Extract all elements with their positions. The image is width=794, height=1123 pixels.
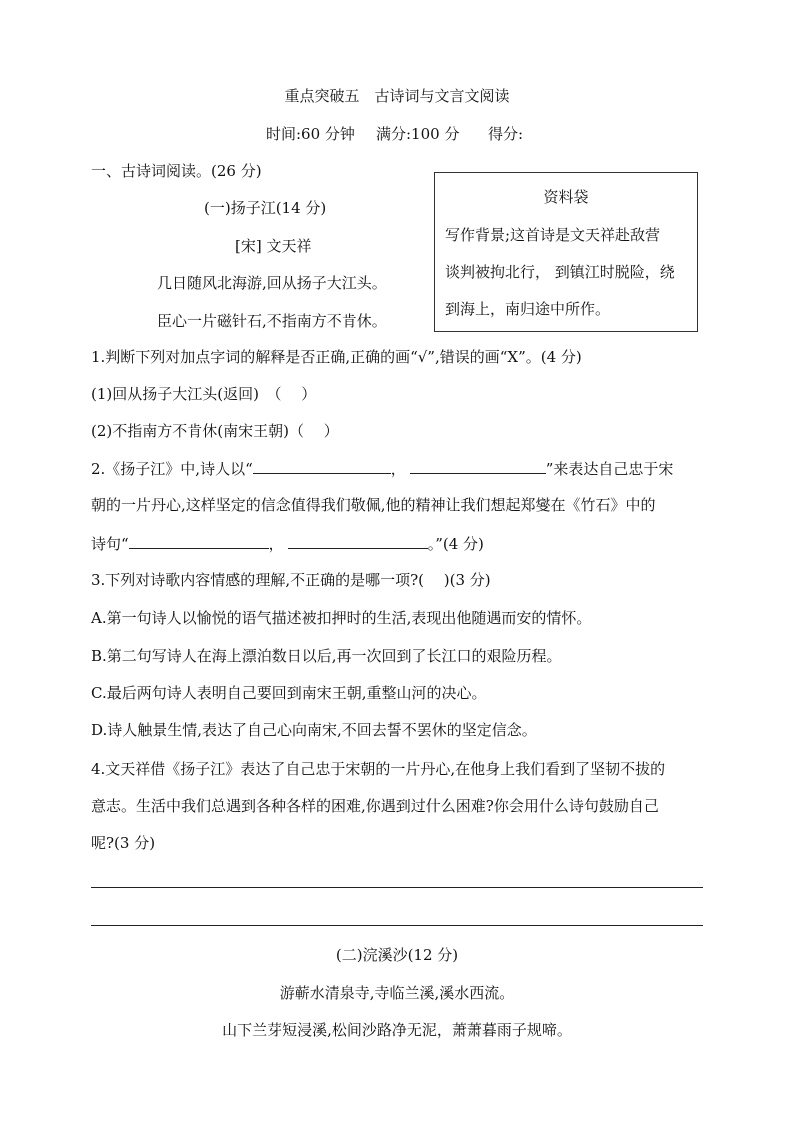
q1-item2: (2)不指南方不肯休(南宋王朝)（ ） bbox=[91, 422, 339, 440]
info-box-line2: 谈判被拘北行， 到镇江时脱险，绕 bbox=[445, 263, 675, 281]
q2-line3 bbox=[91, 533, 484, 554]
q2-line1 bbox=[91, 458, 673, 479]
info-box bbox=[434, 172, 698, 332]
q3-option-b[interactable]: B.第二句写诗人在海上漂泊数日以后,再一次回到了长江口的艰险历程。 bbox=[91, 647, 562, 665]
info-box-line1: 写作背景;这首诗是文天祥赴敌营 bbox=[445, 226, 661, 244]
poem2-line1: 游蕲水清泉寺,寺临兰溪,溪水西流。 bbox=[279, 984, 515, 1002]
info-box-title: 资料袋 bbox=[543, 188, 589, 206]
q2-line1-text-c: ”来表达自己忠于宋 bbox=[545, 460, 674, 478]
q3-option-c[interactable]: C.最后两句诗人表明自己要回到南宋王朝,重整山河的决心。 bbox=[91, 684, 487, 702]
q4-answer-line-1[interactable] bbox=[91, 887, 703, 888]
q2-blank-3[interactable] bbox=[129, 533, 269, 549]
q2-blank-2[interactable] bbox=[410, 458, 546, 474]
q2-line1-text-a: 2.《扬子江》中,诗人以“ bbox=[91, 460, 253, 478]
poem1-line2: 臣心一片磁针石,不指南方不肯休。 bbox=[157, 312, 387, 330]
q3-stem: 3.下列对诗歌内容情感的理解,不正确的是哪一项?( )(3 分) bbox=[91, 571, 491, 589]
poem2-title: (二)浣溪沙(12 分) bbox=[335, 946, 459, 964]
q4-line3: 呢?(3 分) bbox=[91, 834, 156, 852]
q3-option-d[interactable]: D.诗人触景生情,表达了自己心向南宋,不回去誓不罢休的坚定信念。 bbox=[91, 721, 537, 739]
info-box-line3: 到海上，南归途中所作。 bbox=[445, 300, 611, 318]
q1-stem: 1.判断下列对加点字词的解释是否正确,正确的画“√”,错误的画“X”。(4 分) bbox=[91, 348, 582, 366]
page-title: 重点突破五 古诗词与文言文阅读 bbox=[284, 87, 510, 105]
q2-line3-text-c: 。”(4 分) bbox=[427, 535, 484, 553]
poem1-author: [宋] 文天祥 bbox=[235, 237, 312, 255]
q2-line1-text-b: ， bbox=[390, 460, 406, 478]
poem2-line2: 山下兰芽短浸溪,松间沙路净无泥，萧萧暮雨子规啼。 bbox=[222, 1021, 572, 1039]
exam-full-score: 满分:100 分 bbox=[376, 125, 460, 143]
q2-line3-text-b: ， bbox=[268, 535, 284, 553]
exam-score-label: 得分: bbox=[488, 125, 524, 143]
q4-line1: 4.文天祥借《扬子江》表达了自己忠于宋朝的一片丹心,在他身上我们看到了坚韧不拔的 bbox=[91, 760, 666, 778]
exam-time: 时间:60 分钟 bbox=[266, 125, 355, 143]
poem1-line1: 几日随风北海游,回从扬子大江头。 bbox=[157, 274, 387, 292]
q2-line3-text-a: 诗句“ bbox=[91, 535, 129, 553]
q4-line2: 意志。生活中我们总遇到各种各样的困难,你遇到过什么困难?你会用什么诗句鼓励自己 bbox=[91, 797, 659, 815]
q1-item1: (1)回从扬子大江头(返回) （ ） bbox=[91, 385, 317, 403]
q2-blank-1[interactable] bbox=[253, 458, 391, 474]
q2-blank-4[interactable] bbox=[288, 533, 428, 549]
q4-answer-line-2[interactable] bbox=[91, 925, 703, 926]
section-heading: 一、古诗词阅读。(26 分) bbox=[91, 162, 262, 180]
q2-line2: 朝的一片丹心,这样坚定的信念值得我们敬佩,他的精神让我们想起郑燮在《竹石》中的 bbox=[91, 496, 656, 514]
q3-option-a[interactable]: A.第一句诗人以愉悦的语气描述被扣押时的生活,表现出他随遇而安的情怀。 bbox=[91, 609, 592, 627]
poem1-title: (一)扬子江(14 分) bbox=[204, 199, 327, 217]
